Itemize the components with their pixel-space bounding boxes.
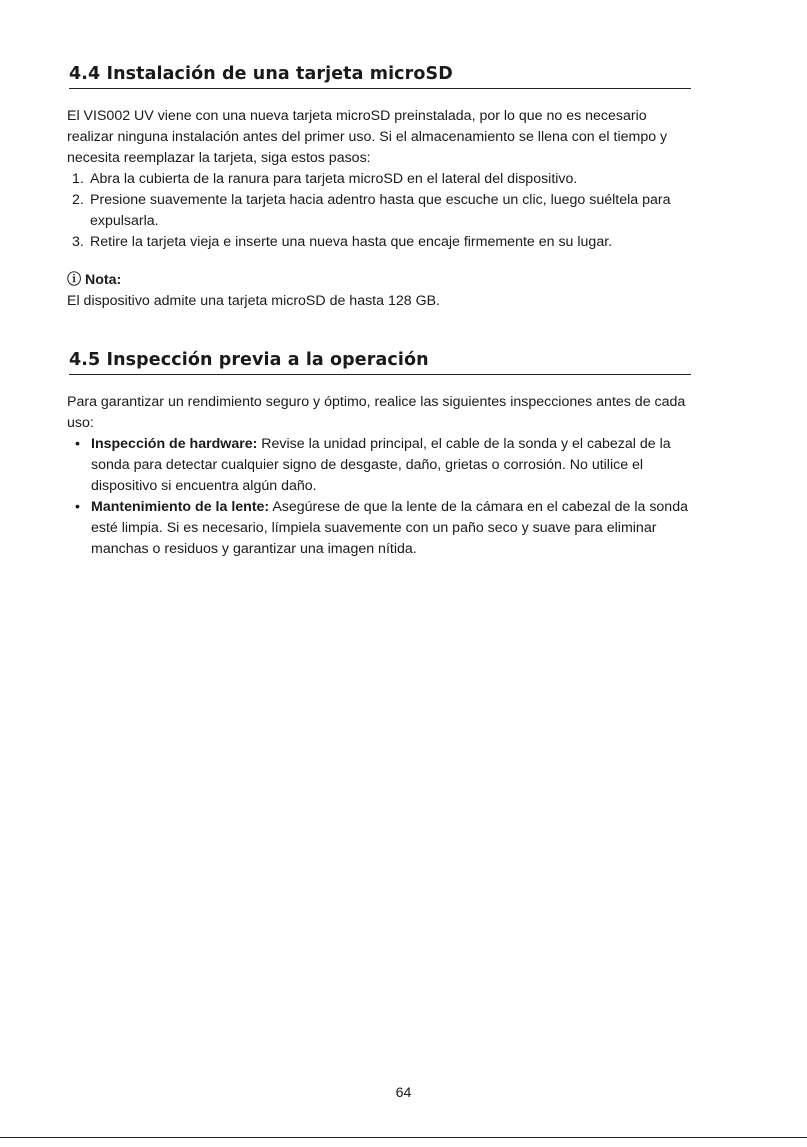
section-heading: 4.4 Instalación de una tarjeta microSD — [69, 64, 691, 89]
list-item — [67, 232, 691, 253]
info-icon: ⓘ — [67, 272, 82, 288]
note-block — [67, 270, 691, 312]
section-intro: Para garantizar un rendimiento seguro y óptimo, realice las siguientes inspecciones antes de cada uso: — [67, 394, 686, 431]
page-number: 64 — [395, 1085, 412, 1101]
section-pre-operation-inspection — [69, 350, 691, 560]
step-number: 3. — [72, 234, 84, 250]
item-text: Asegúrese de que la lente de la cámara en el cabezal de la sonda esté limpia. Si es necesario, límpiela suavemente con un paño seco y suave para eliminar manchas o residuos y garantizar una imagen nítida. — [91, 499, 688, 557]
section-heading: 4.5 Inspección previa a la operación — [69, 350, 691, 375]
step-text: Abra la cubierta de la ranura para tarjeta microSD en el lateral del dispositivo. — [90, 171, 578, 187]
step-number: 1. — [72, 171, 84, 187]
inspection-list — [69, 434, 691, 560]
step-text: Presione suavemente la tarjeta hacia adentro hasta que escuche un clic, luego suéltela para expulsarla. — [90, 192, 671, 229]
note-label: Nota: — [84, 272, 122, 288]
bullet-icon: • — [75, 436, 80, 452]
step-number: 2. — [72, 192, 84, 208]
note-text: El dispositivo admite una tarjeta microSD de hasta 128 GB. — [67, 293, 441, 309]
list-item — [69, 434, 691, 497]
bullet-icon: • — [75, 499, 80, 515]
list-item — [67, 169, 691, 190]
section-intro: El VIS002 UV viene con una nueva tarjeta microSD preinstalada, por lo que no es necesario realizar ninguna instalación antes del primer uso. Si el almacenamiento se llena con el tiempo y necesita reemplazar la tarjeta, siga estos pasos: — [67, 108, 668, 166]
list-item — [67, 190, 691, 232]
item-term: Inspección de hardware: — [91, 436, 258, 452]
section-microsd-installation — [69, 64, 691, 312]
item-term: Mantenimiento de la lente: — [91, 499, 270, 515]
step-text: Retire la tarjeta vieja e inserte una nueva hasta que encaje firmemente en su lugar. — [90, 234, 613, 250]
note-heading — [67, 270, 691, 291]
list-item — [69, 497, 691, 560]
bottom-rule — [0, 1137, 807, 1138]
item-text: Revise la unidad principal, el cable de la sonda y el cabezal de la sonda para detectar cualquier signo de desgaste, daño, grietas o corrosión. No utilice el dispositivo si encuentra algún daño. — [91, 436, 671, 494]
steps-list — [69, 169, 691, 253]
